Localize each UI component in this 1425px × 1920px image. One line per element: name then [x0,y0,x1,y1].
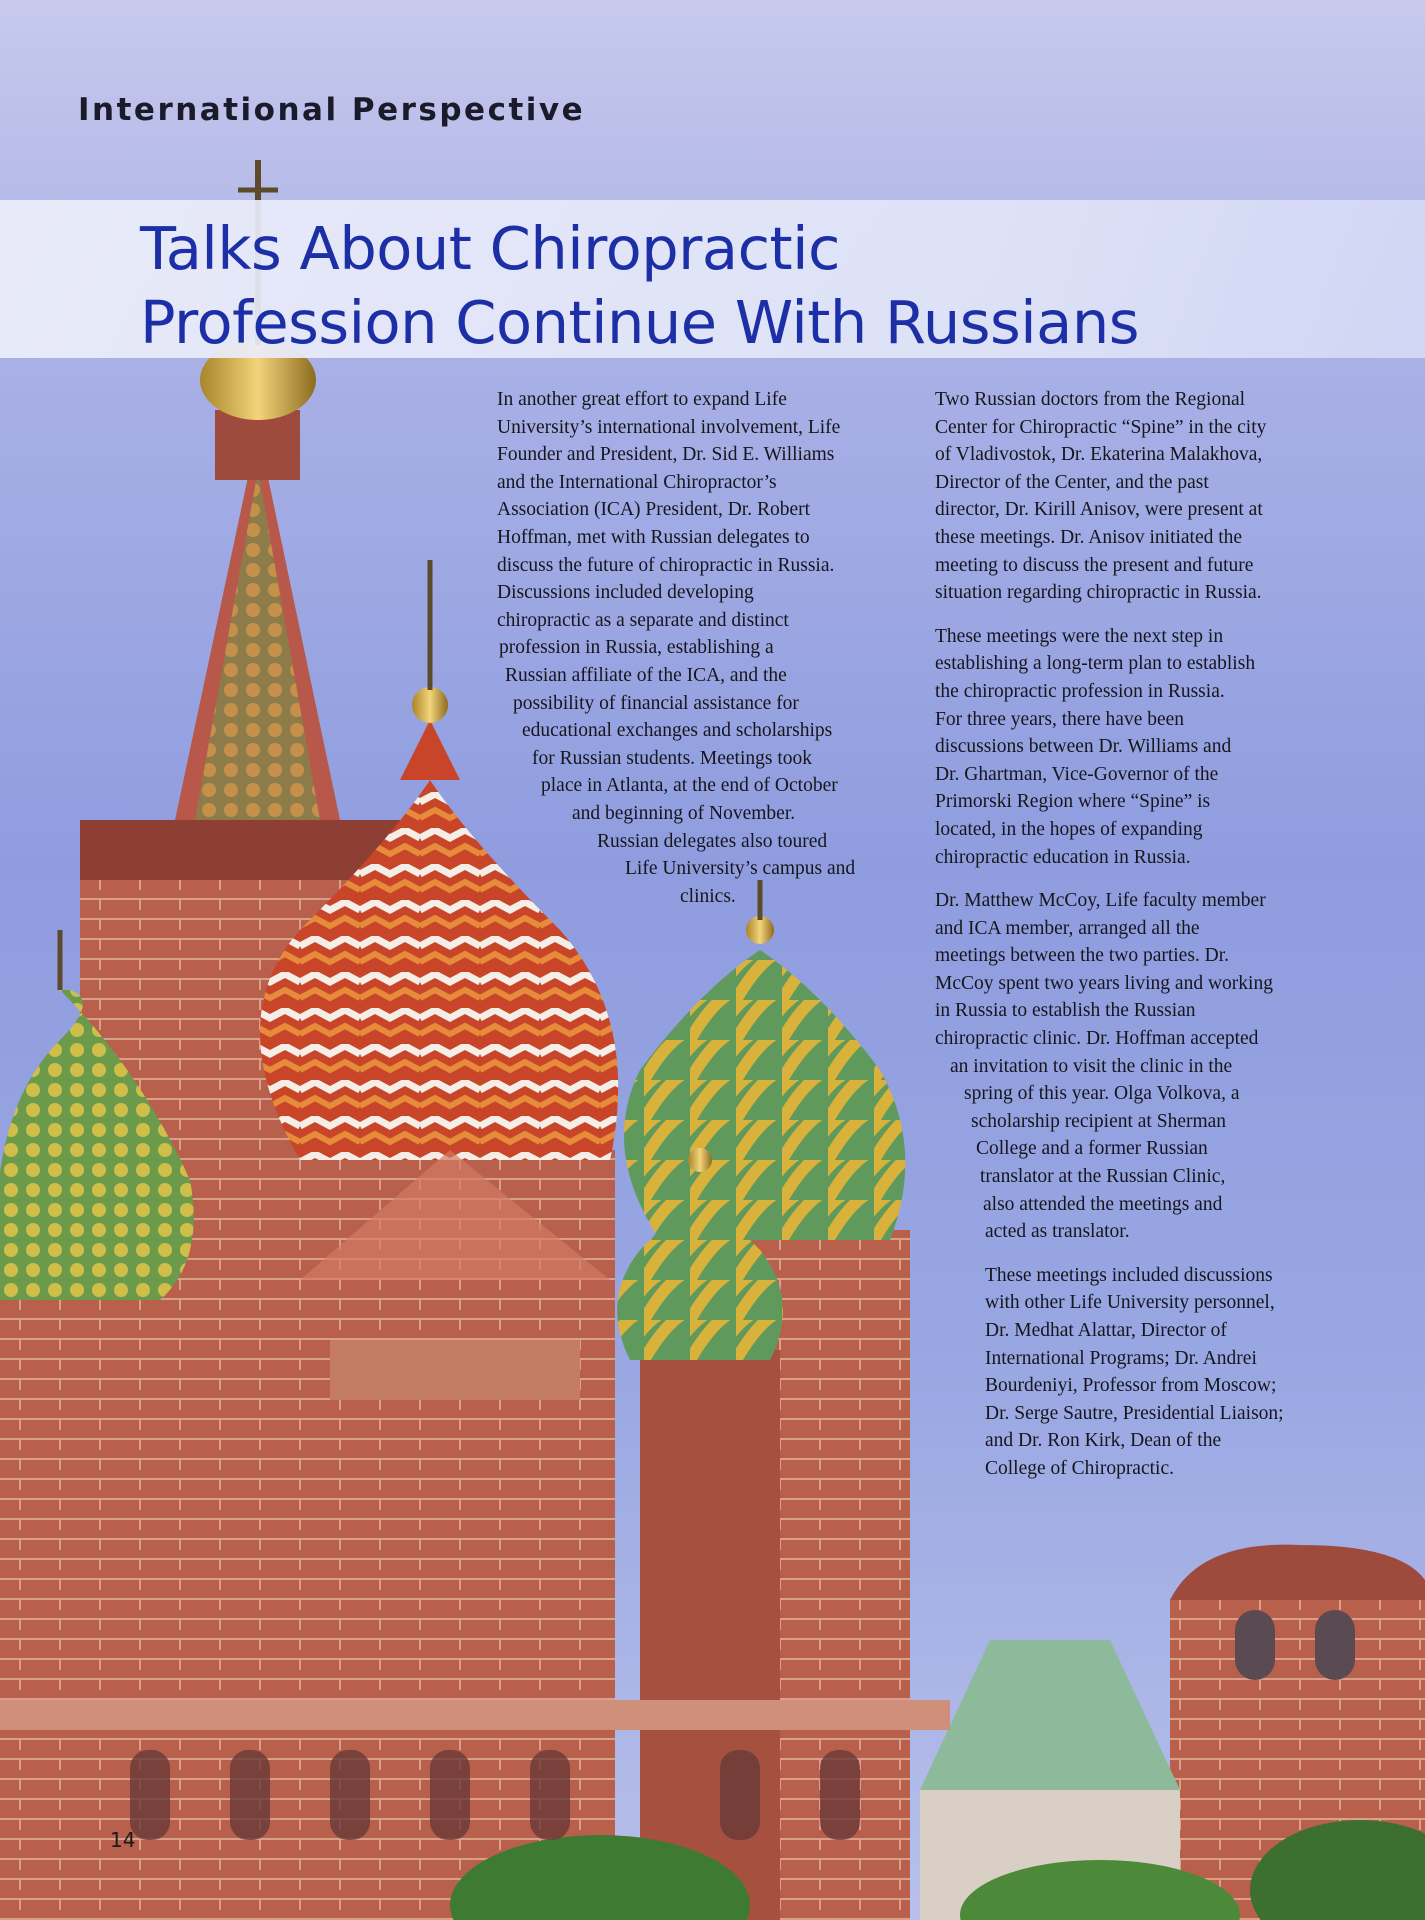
text-line: clinics. [680,885,736,907]
text-line: Director of the Center, and the past [935,471,1209,493]
paragraph [0,623,1425,871]
text-line: International Programs; Dr. Andrei [985,1347,1257,1369]
text-line: situation regarding chiropractic in Russia. [935,582,1262,604]
text-line: possibility of financial assistance for [513,692,799,714]
text-line: Association (ICA) President, Dr. Robert [497,499,811,521]
text-line: translator at the Russian Clinic, [980,1166,1226,1188]
headline [140,212,1139,360]
text-line: chiropractic clinic. Dr. Hoffman accepted [935,1028,1259,1050]
paragraph [0,386,1425,607]
text-line: discuss the future of chiropractic in Russia. [497,554,835,576]
text-line: meetings between the two parties. Dr. [935,945,1230,967]
article-column-right [0,386,1425,1499]
text-line: with other Life University personnel, [985,1292,1275,1314]
text-line: and beginning of November. [572,802,796,824]
text-line: and Dr. Ron Kirk, Dean of the [985,1430,1222,1452]
paragraph [0,887,1425,1246]
text-line: Center for Chiropractic “Spine” in the city [935,416,1267,438]
section-label: International Perspective [78,92,586,128]
text-line: Russian delegates also toured [597,830,828,852]
text-line: University’s international involvement, Life [497,416,841,438]
paragraph [0,1262,1425,1483]
text-line: educational exchanges and scholarships [522,720,833,742]
text-line: acted as translator. [985,1221,1130,1243]
text-line: Dr. Serge Sautre, Presidential Liaison; [985,1402,1284,1424]
text-line: in Russia to establish the Russian [935,1000,1196,1022]
text-line: Primorski Region where “Spine” is [935,791,1211,813]
text-line: director, Dr. Kirill Anisov, were present at [935,499,1263,521]
text-line: College of Chiropractic. [985,1457,1174,1479]
text-line: Life University’s campus and [625,858,856,880]
text-line: College and a former Russian [976,1138,1208,1160]
text-line: chiropractic as a separate and distinct [497,609,789,631]
text-line: Dr. Medhat Alattar, Director of [985,1320,1227,1341]
text-line: for Russian students. Meetings took [532,747,813,769]
text-line: profession in Russia, establishing a [499,637,774,659]
text-line: and the International Chiropractor’s [497,471,777,493]
text-line: Dr. Matthew McCoy, Life faculty member [935,890,1266,912]
page-number: 14 [110,1828,136,1852]
text-line: the chiropractic profession in Russia. [935,680,1225,702]
text-line: Two Russian doctors from the Regional [935,389,1246,410]
headline-line-2: Profession Continue With Russians [140,288,1139,357]
text-line: meeting to discuss the present and future [935,554,1254,576]
text-line: spring of this year. Olga Volkova, a [964,1083,1240,1105]
text-line: Dr. Ghartman, Vice-Governor of the [935,763,1219,785]
text-line: located, in the hopes of expanding [935,818,1203,840]
text-line: and ICA member, arranged all the [935,917,1200,939]
text-line: McCoy spent two years living and working [935,972,1273,994]
text-line: scholarship recipient at Sherman [971,1110,1227,1132]
text-line: Founder and President, Dr. Sid E. Williams [497,444,835,466]
text-line: establishing a long-term plan to establish [935,653,1256,675]
text-line: These meetings included discussions [985,1264,1273,1286]
text-line: an invitation to visit the clinic in the [950,1055,1233,1077]
text-line: Hoffman, met with Russian delegates to [497,526,810,548]
text-line: discussions between Dr. Williams and [935,736,1232,758]
text-line: these meetings. Dr. Anisov initiated the [935,526,1243,548]
text-line: Bourdeniyi, Professor from Moscow; [985,1375,1277,1397]
text-line: These meetings were the next step in [935,625,1224,647]
text-line: In another great effort to expand Life [497,389,787,410]
text-line: of Vladivostok, Dr. Ekaterina Malakhova, [935,444,1263,466]
text-line: chiropractic education in Russia. [935,846,1191,868]
headline-line-1: Talks About Chiropractic [140,214,840,283]
text-line: Russian affiliate of the ICA, and the [505,664,787,686]
text-line: place in Atlanta, at the end of October [541,775,838,797]
text-line: Discussions included developing [497,582,754,604]
text-line: For three years, there have been [935,708,1185,730]
text-line: also attended the meetings and [983,1193,1223,1215]
